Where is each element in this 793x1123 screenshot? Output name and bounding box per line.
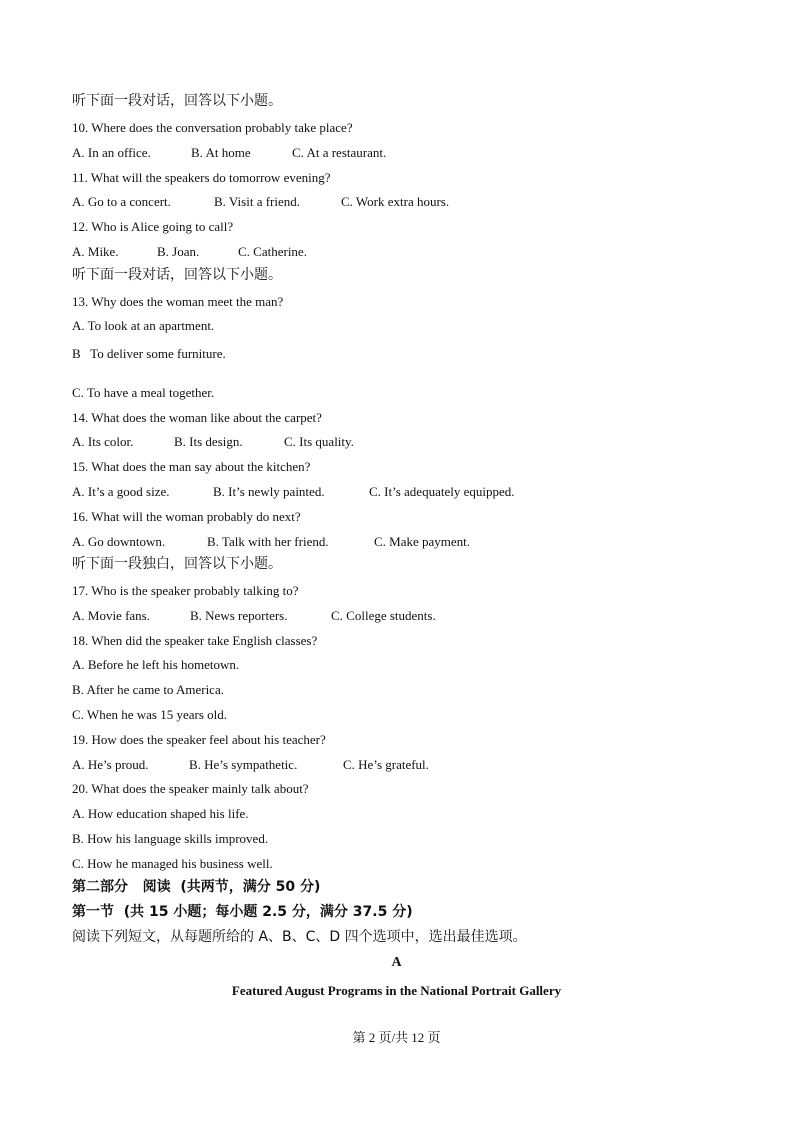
passage-title: Featured August Programs in the National Portrait Gallery: [231, 983, 562, 998]
question-10: 10. Where does the conversation probably take place?: [72, 120, 353, 135]
question-20: 20. What does the speaker mainly talk about?: [72, 781, 309, 796]
question-15: 15. What does the man say about the kitchen?: [72, 459, 311, 474]
q16-option-c: C. Make payment.: [374, 534, 471, 549]
question-13: 13. Why does the woman meet the man?: [72, 294, 284, 309]
q17-option-a: A. Movie fans.: [72, 608, 150, 623]
q12-option-b: B. Joan.: [157, 244, 200, 259]
q19-option-c: C. He’s grateful.: [343, 757, 429, 772]
q18-option-c: C. When he was 15 years old.: [72, 707, 228, 722]
q16-option-a: A. Go downtown.: [72, 534, 166, 549]
question-12: 12. Who is Alice going to call?: [72, 219, 234, 234]
section-one-title: 第一节 (共 15 小题；每小题 2.5 分，满分 37.5 分): [72, 904, 413, 920]
question-16: 16. What will the woman probably do next?: [72, 509, 301, 524]
q14-option-a: A. Its color.: [72, 434, 134, 449]
section-header-monologue: 听下面一段独白，回答以下小题。: [72, 556, 282, 572]
question-18: 18. When did the speaker take English classes?: [72, 633, 318, 648]
q20-option-c: C. How he managed his business well.: [72, 856, 273, 871]
question-11: 11. What will the speakers do tomorrow evening?: [72, 170, 331, 185]
q17-option-c: C. College students.: [331, 608, 436, 623]
q19-option-a: A. He’s proud.: [72, 757, 149, 772]
q10-option-a: A. In an office.: [72, 145, 151, 160]
question-17: 17. Who is the speaker probably talking to?: [72, 583, 299, 598]
q12-option-c: C. Catherine.: [238, 244, 307, 259]
reading-instruction: 阅读下列短文，从每题所给的 A、B、C、D 四个选项中，选出最佳选项。: [72, 929, 527, 945]
q10-option-c: C. At a restaurant.: [292, 145, 387, 160]
q12-option-a: A. Mike.: [72, 244, 119, 259]
q11-option-a: A. Go to a concert.: [72, 194, 171, 209]
q16-option-b: B. Talk with her friend.: [207, 534, 329, 549]
q15-option-c: C. It’s adequately equipped.: [369, 484, 515, 499]
q20-option-b: B. How his language skills improved.: [72, 831, 269, 846]
page-number: 第 2 页/共 12 页: [352, 1030, 441, 1045]
q19-option-b: B. He’s sympathetic.: [189, 757, 298, 772]
q20-option-a: A. How education shaped his life.: [72, 806, 249, 821]
section-header-dialogue-2: 听下面一段对话，回答以下小题。: [72, 267, 282, 283]
section-header-dialogue: 听下面一段对话，回答以下小题。: [72, 93, 282, 109]
q17-option-b: B. News reporters.: [190, 608, 288, 623]
q13-option-a: A. To look at an apartment.: [72, 318, 215, 333]
q14-option-c: C. Its quality.: [284, 434, 354, 449]
q18-option-a: A. Before he left his hometown.: [72, 657, 240, 672]
passage-letter: A: [391, 955, 402, 970]
question-19: 19. How does the speaker feel about his teacher?: [72, 732, 326, 747]
q13-option-b: B To deliver some furniture.: [72, 346, 226, 361]
q13-option-c: C. To have a meal together.: [72, 385, 215, 400]
q15-option-a: A. It’s a good size.: [72, 484, 170, 499]
q11-option-c: C. Work extra hours.: [341, 194, 450, 209]
q18-option-b: B. After he came to America.: [72, 682, 224, 697]
question-14: 14. What does the woman like about the carpet?: [72, 410, 322, 425]
q10-option-b: B. At home: [191, 145, 251, 160]
q14-option-b: B. Its design.: [174, 434, 243, 449]
q15-option-b: B. It’s newly painted.: [213, 484, 325, 499]
part-two-title: 第二部分 阅读 (共两节，满分 50 分): [72, 879, 321, 895]
q11-option-b: B. Visit a friend.: [214, 194, 300, 209]
